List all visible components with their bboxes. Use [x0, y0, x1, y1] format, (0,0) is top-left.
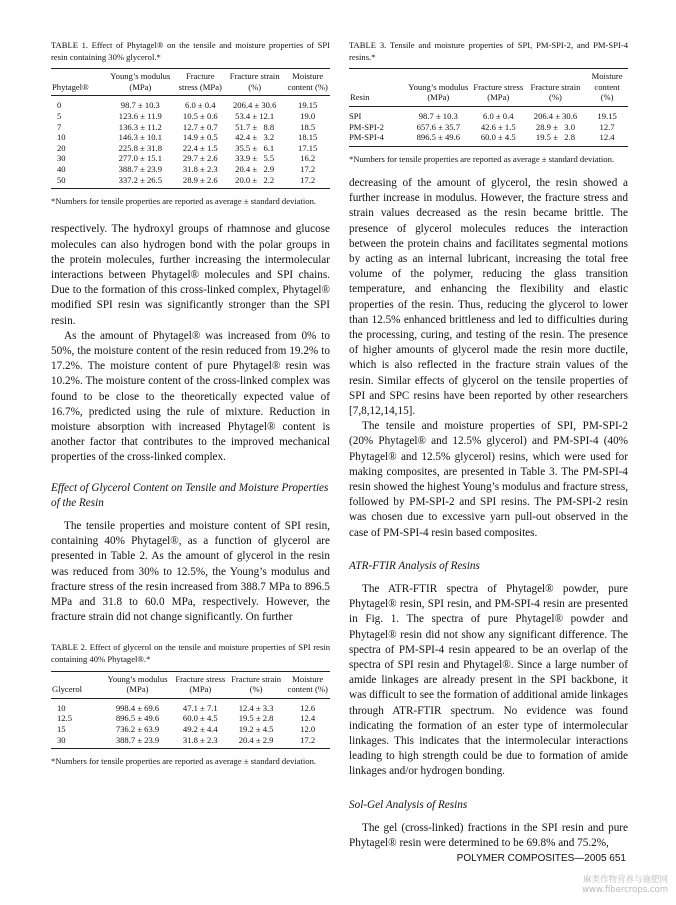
table-cell: 12.4 ± 3.3 — [238, 702, 274, 713]
table-cell: 20.0 ± 2.2 — [235, 174, 275, 185]
table-cell: 28.9 ± 2.6 — [182, 174, 218, 185]
table-cell: 49.2 ± 4.4 — [182, 723, 218, 734]
table-cell: 225.8 ± 31.8 — [118, 142, 162, 153]
row-label-cell: 10 — [57, 132, 66, 143]
table-row — [349, 106, 628, 121]
table-cell: 12.7 — [599, 121, 615, 132]
table-cell: 98.7 ± 10.3 — [120, 100, 160, 111]
row-label-cell: 10 — [57, 702, 66, 713]
table-cell: 17.2 — [300, 734, 316, 745]
table-row — [51, 164, 330, 175]
table-row — [51, 143, 330, 154]
table-cell: 19.2 ± 4.5 — [238, 723, 274, 734]
table-cell: 47.1 ± 7.1 — [182, 702, 218, 713]
table-cell: 12.6 — [300, 702, 316, 713]
page-footer: POLYMER COMPOSITES—2005 651 — [456, 853, 626, 864]
table1-header: Fracture stress (MPa) — [178, 71, 222, 92]
row-label-cell: 30 — [57, 153, 66, 164]
right-paragraph-4: The gel (cross-linked) fractions in the SPI resin and pure Phytagel® resin were determined to be 69.8% and 75.2%, — [349, 821, 628, 850]
right-column — [349, 40, 628, 851]
table1-header: Phytagel® — [52, 81, 89, 92]
table-cell: 17.2 — [300, 174, 316, 185]
table-cell: 17.2 — [300, 163, 316, 174]
table-cell: 16.2 — [300, 153, 316, 164]
section-heading-glycerol: Effect of Glycerol Content on Tensile and Moisture Properties of the Resin — [51, 481, 329, 509]
table-cell: 19.0 — [300, 110, 316, 121]
section-heading-atr-ftir: ATR-FTIR Analysis of Resins — [349, 559, 480, 572]
table-cell: 19.15 — [597, 110, 617, 121]
table-cell: 123.6 ± 11.9 — [118, 110, 162, 121]
table-cell: 19.5 ± 2.8 — [535, 132, 576, 143]
table-row — [51, 175, 330, 189]
table-cell: 42.4 ± 3.2 — [235, 132, 275, 143]
row-label-cell: 40 — [57, 163, 66, 174]
row-label-cell: 7 — [57, 121, 62, 132]
table3-header: Young’s modulus (MPa) — [408, 81, 469, 103]
watermark-line: 麻类作物营养与施肥网 — [582, 875, 668, 885]
right-paragraph-3: The ATR-FTIR spectra of Phytagel® powder, pure Phytagel® resin, SPI resin, and PM-SPI-4 resin are presented in Fig. 1. The spectra of pure Phytagel® powder and Phytagel® resin did not show any significant difference. The spectra of PM-SPI-4 resin appeared to be an overlap of the spectra of SPI resin and Phytagel®. Since a large number of amide linkages are already present in the SPI backbone, it was difficult to see the formation of additional amide linkages through ATR-FTIR spectrum. No evidence was found indicating the formation of an ester type of intermolecular linkages. This indicates that the intermolecular interactions leading to high strength could be due to formation of amide linkages and/or hydrogen bonding. — [349, 583, 628, 778]
row-label-cell: 50 — [57, 174, 66, 185]
table-cell: 19.15 — [298, 100, 318, 111]
table-cell: 28.9 ± 3.0 — [535, 121, 576, 132]
row-label-cell: PM-SPI-2 — [349, 121, 384, 132]
table-cell: 19.5 ± 2.8 — [238, 713, 274, 724]
table3-header: Moisture content (%) — [591, 71, 623, 103]
table-cell: 896.5 ± 49.6 — [115, 713, 160, 724]
table-cell: 98.7 ± 10.3 — [418, 110, 458, 121]
table-cell: 35.5 ± 6.1 — [235, 142, 275, 153]
table-cell: 60.0 ± 4.5 — [480, 132, 516, 143]
row-label-cell: 12.5 — [57, 713, 73, 724]
table-cell: 998.4 ± 69.6 — [115, 702, 160, 713]
table-row — [51, 698, 330, 713]
table-cell: 10.5 ± 0.6 — [182, 110, 218, 121]
table-cell: 60.0 ± 4.5 — [182, 713, 218, 724]
row-label-cell: 15 — [57, 723, 66, 734]
table-row — [51, 122, 330, 133]
table-cell: 20.4 ± 2.9 — [238, 734, 274, 745]
table-row — [51, 111, 330, 122]
left-paragraph-3: The tensile properties and moisture content of SPI resin, containing 40% Phytagel®, as a function of glycerol are presented in Table 2. As the amount of glycerol in the resin was reduced from 30% to 12.5%, the Young’s modulus and fracture stress of the resin increased from 388.7 MPa to 896.5 MPa and 31.8 to 60.0 MPa, respectively. However, the fracture strain did not change significantly. On further — [51, 519, 330, 624]
table-cell: 277.0 ± 15.1 — [118, 153, 162, 164]
table-cell: 22.4 ± 1.5 — [182, 142, 218, 153]
table2-header: Glycerol — [52, 684, 83, 695]
table-cell: 736.2 ± 63.9 — [115, 723, 160, 734]
table-cell: 53.4 ± 12.1 — [235, 110, 275, 121]
table-cell: 6.0 ± 0.4 — [483, 110, 514, 121]
table2-header: Moisture content (%) — [287, 673, 328, 695]
row-label-cell: SPI — [349, 110, 362, 121]
row-label-cell: PM-SPI-4 — [349, 132, 384, 143]
table3-header: Fracture stress (MPa) — [473, 81, 524, 103]
right-paragraph-1: decreasing of the amount of glycerol, the resin showed a further increase in modulus. However, the fracture stress and strain values decreased as the resin became brittle. The presence of glycerol molecules reduces the interaction between the protein chains and facilitates segmental motions by acting as an internal lubricant, increasing the total free volume of the polymer, reducing the glass transition temperature, and enhancing the flexibility and elastic properties of the resin. Thus, reducing the glycerol to lower than 12.5% enhanced brittleness and led to difficulties during the processing, curing, and testing of the resin. The presence of higher amounts of glycerol made the resin more ductile, which is also reflected in the fracture strain values of the resin. Similar effects of glycerol on the tensile properties of SPI and SPC resins have been reported by other researchers [7,8,12,14,15]. — [349, 176, 628, 417]
watermark — [582, 876, 668, 895]
table-cell: 31.8 ± 2.3 — [182, 163, 218, 174]
table3-footnote: *Numbers for tensile properties are reported as average ± standard deviation. — [349, 153, 615, 164]
table-cell: 388.7 ± 23.9 — [115, 734, 160, 745]
watermark-line: www.fibercrops.com — [582, 884, 668, 895]
table-cell: 18.15 — [298, 132, 318, 143]
table1-header: Fracture strain (%) — [229, 71, 280, 92]
table-cell: 31.8 ± 2.3 — [182, 734, 218, 745]
table-cell: 20.4 ± 2.9 — [235, 163, 275, 174]
table-cell: 12.7 ± 0.7 — [182, 121, 218, 132]
table3-caption: TABLE 3. Tensile and moisture properties of SPI, PM-SPI-2, and PM-SPI-4 resins.* — [349, 40, 628, 62]
table-row — [349, 122, 628, 133]
row-label-cell: 20 — [57, 142, 66, 153]
table1-caption: TABLE 1. Effect of Phytagel® on the tensile and moisture properties of SPI resin containing 30% glycerol.* — [51, 40, 330, 62]
table2-header: Young’s modulus (MPa) — [107, 673, 168, 695]
table-cell: 206.4 ± 30.6 — [232, 100, 277, 111]
table-cell: 51.7 ± 8.8 — [235, 121, 275, 132]
table2-header: Fracture strain (%) — [231, 673, 282, 695]
table-cell: 14.9 ± 0.5 — [182, 132, 218, 143]
table2-caption: TABLE 2. Effect of glycerol on the tensile and moisture properties of SPI resin containing 40% Phytagel®.* — [51, 642, 330, 664]
right-paragraph-2: The tensile and moisture properties of SPI, PM-SPI-2 (20% Phytagel® and 12.5% glycerol) and PM-SPI-4 (40% Phytagel® and 12.5% glycerol) resins, which were used for making composites, are presented in Table 3. The PM-SPI-4 resin showed the highest Young’s modulus and fracture stress, followed by PM-SPI-2 and SPI resins. The PM-SPI-2 resin was chosen due to excessive yarn pull-out observed in the case of PM-SPI-4 resin based composites. — [349, 420, 628, 539]
table3-header: Resin — [350, 92, 370, 103]
table1-header: Young’s modulus (MPa) — [110, 71, 171, 92]
table-row — [51, 713, 330, 724]
table-cell: 206.4 ± 30.6 — [533, 110, 578, 121]
row-label-cell: 0 — [57, 100, 62, 111]
row-label-cell: 5 — [57, 110, 62, 121]
table-cell: 6.0 ± 0.4 — [185, 100, 216, 111]
table-row — [51, 96, 330, 111]
table-row — [51, 724, 330, 735]
left-paragraph-1: respectively. The hydroxyl groups of rhamnose and glucose molecules can also hydrogen bond with the polar groups in the protein molecules, further increasing the intermolecular interactions between Phytagel® molecules and SPI chains. Due to the formation of this cross-linked complex, Phytagel® modified SPI resin was significantly stronger than the SPI resin. — [51, 223, 330, 327]
table-cell: 657.6 ± 35.7 — [416, 121, 460, 132]
table-row — [349, 132, 628, 146]
table-cell: 896.5 ± 49.6 — [416, 132, 460, 143]
table-cell: 33.9 ± 5.5 — [235, 153, 275, 164]
table2-footnote: *Numbers for tensile properties are reported as average ± standard deviation. — [51, 756, 317, 767]
table1 — [51, 68, 330, 189]
table-cell: 18.5 — [300, 121, 316, 132]
table-cell: 12.4 — [300, 713, 316, 724]
table1-footnote: *Numbers for tensile properties are reported as average ± standard deviation. — [51, 196, 317, 207]
left-paragraph-2: As the amount of Phytagel® was increased from 0% to 50%, the moisture content of the resin reduced from 19.2% to 17.2%. The moisture content of pure Phytagel® resin was 10.2%. The moisture content of the cross-linked complex was found to be close to the theoretically expected value of 16.7%, predicted using the rule of mixture. Reduction in moisture absorption with increased Phytagel® content is another factor that contributes to the improved mechanical properties of the cross-linked complex. — [51, 329, 330, 464]
table-row — [51, 153, 330, 164]
table-cell: 42.6 ± 1.5 — [480, 121, 516, 132]
table-cell: 29.7 ± 2.6 — [182, 153, 218, 164]
table2-header: Fracture stress (MPa) — [175, 673, 226, 695]
table2 — [51, 671, 330, 750]
table-row — [51, 735, 330, 749]
table-cell: 146.3 ± 10.1 — [118, 132, 162, 143]
table-cell: 136.3 ± 11.2 — [118, 121, 162, 132]
table-cell: 12.4 — [599, 132, 615, 143]
section-heading-sol-gel: Sol-Gel Analysis of Resins — [349, 798, 468, 811]
table1-header: Moisture content (%) — [287, 71, 328, 92]
table-cell: 388.7 ± 23.9 — [118, 163, 162, 174]
table-cell: 17.15 — [298, 142, 318, 153]
table3 — [349, 68, 628, 147]
left-column — [51, 40, 330, 767]
row-label-cell: 30 — [57, 734, 66, 745]
table-cell: 12.0 — [300, 723, 316, 734]
table3-header: Fracture strain (%) — [530, 81, 581, 103]
table-cell: 337.2 ± 26.5 — [118, 174, 162, 185]
table-row — [51, 132, 330, 143]
